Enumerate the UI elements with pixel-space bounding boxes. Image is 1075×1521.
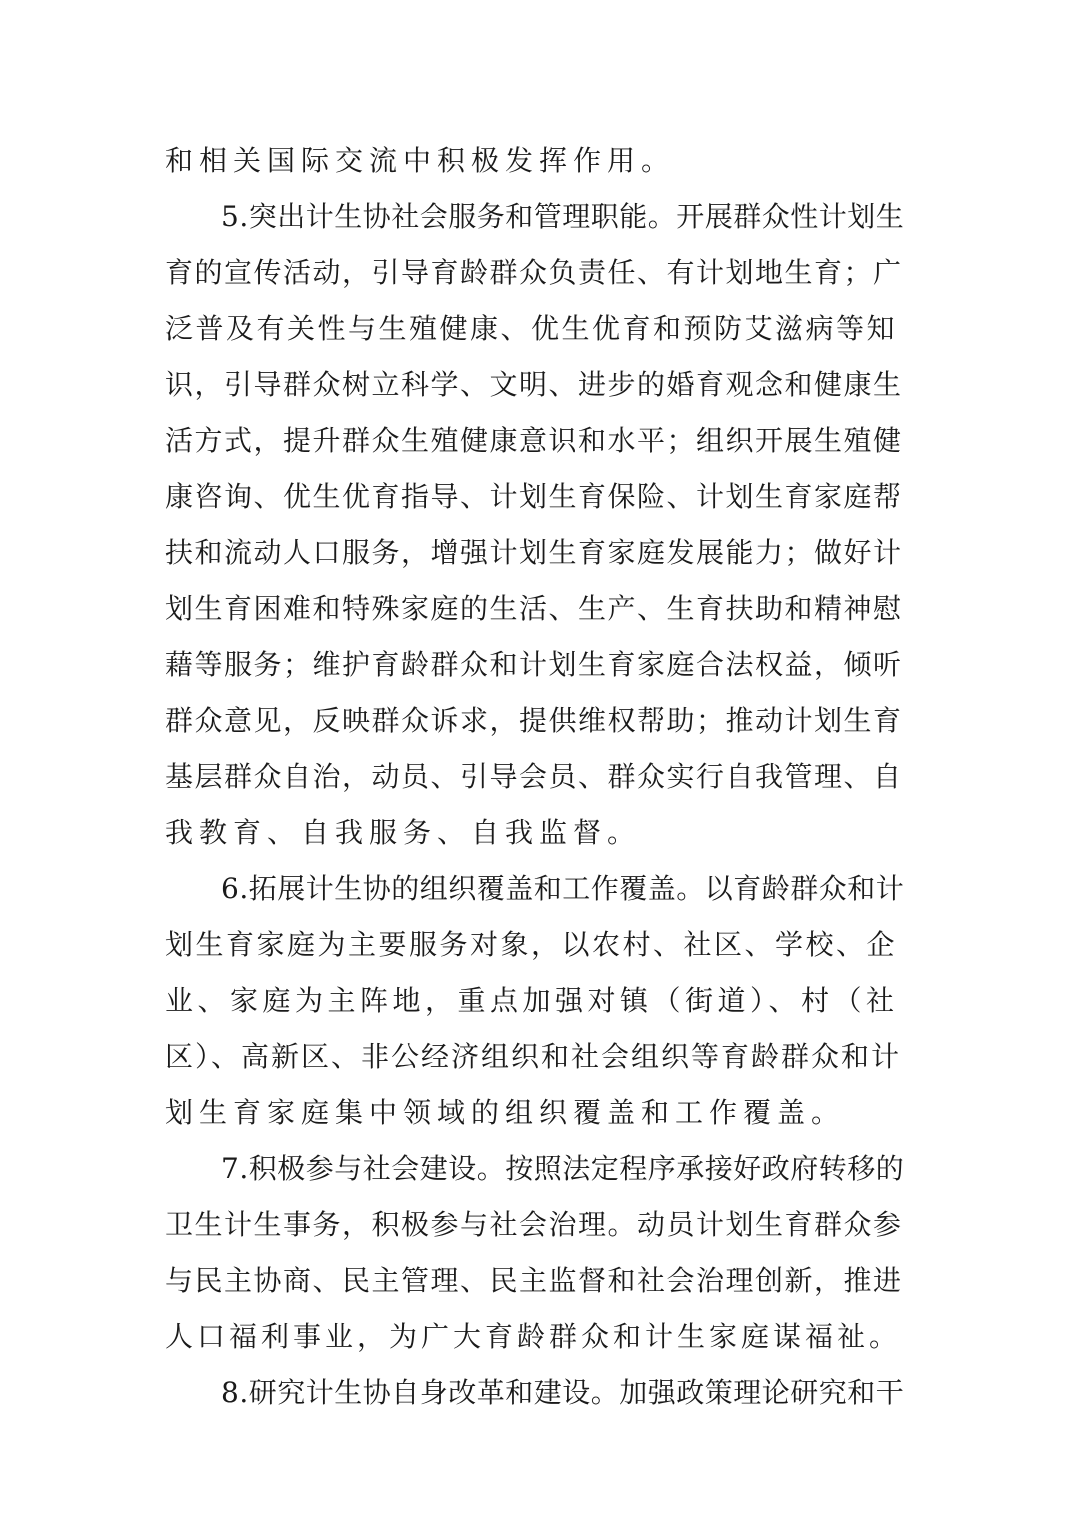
text-line: 区）、高新区、非公经济组织和社会组织等育龄群众和计 <box>165 1040 902 1073</box>
text-line: 扶和流动人口服务，增强计划生育家庭发展能力；做好计 <box>165 536 903 569</box>
text-line: 基层群众自治，动员、引导会员、群众实行自我管理、自 <box>165 760 903 793</box>
paragraph-5-heading-line: 5.突出计生协社会服务和管理职能。开展群众性计划生 <box>221 200 905 233</box>
text-line: 划生育家庭集中领域的组织覆盖和工作覆盖。 <box>165 1096 846 1129</box>
text-line: 群众意见，反映群众诉求，提供维权帮助；推动计划生育 <box>165 704 903 737</box>
text-line: 卫生计生事务，积极参与社会治理。动员计划生育群众参 <box>165 1208 903 1241</box>
text-line: 识，引导群众树立科学、文明、进步的婚育观念和健康生 <box>165 368 903 401</box>
paragraph-7-heading-line: 7.积极参与社会建设。按照法定程序承接好政府转移的 <box>221 1152 905 1185</box>
text-line: 泛普及有关性与生殖健康、优生优育和预防艾滋病等知 <box>165 312 898 345</box>
text-line: 划生育家庭为主要服务对象，以农村、社区、学校、企 <box>165 928 898 961</box>
text-line: 划生育困难和特殊家庭的生活、生产、生育扶助和精神慰 <box>165 592 903 625</box>
text-line: 和相关国际交流中积极发挥作用。 <box>165 144 676 177</box>
text-line: 康咨询、优生优育指导、计划生育保险、计划生育家庭帮 <box>165 480 903 513</box>
text-line: 藉等服务；维护育龄群众和计划生育家庭合法权益，倾听 <box>165 648 903 681</box>
text-line: 活方式，提升群众生殖健康意识和水平；组织开展生殖健 <box>165 424 903 457</box>
text-line: 育的宣传活动，引导育龄群众负责任、有计划地生育；广 <box>165 256 903 289</box>
paragraph-6-heading-line: 6.拓展计生协的组织覆盖和工作覆盖。以育龄群众和计 <box>221 872 905 905</box>
text-line: 业、家庭为主阵地，重点加强对镇（街道）、村（社 <box>165 984 899 1017</box>
text-line: 人口福利事业，为广大育龄群众和计生家庭谋福祉。 <box>165 1320 902 1353</box>
text-line: 我教育、自我服务、自我监督。 <box>165 816 642 849</box>
paragraph-8-heading-line: 8.研究计生协自身改革和建设。加强政策理论研究和干 <box>221 1376 905 1409</box>
text-line: 与民主协商、民主管理、民主监督和社会治理创新，推进 <box>165 1264 903 1297</box>
